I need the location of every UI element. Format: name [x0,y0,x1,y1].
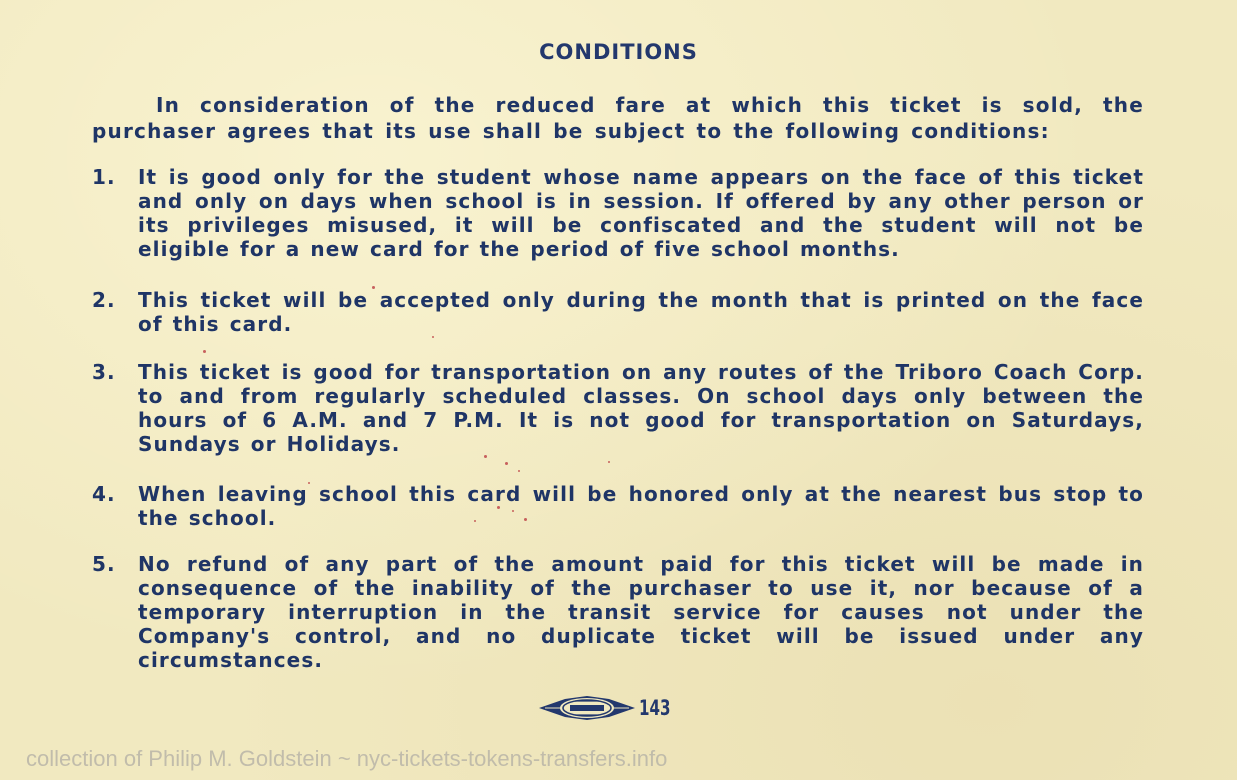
condition-text: This ticket will be accepted only during the month that is printed on the face of this card. [138,288,1144,336]
condition-item [92,552,1144,672]
conditions-title: CONDITIONS [539,40,698,64]
ink-speck [432,336,434,338]
ink-speck [203,350,206,353]
condition-text: When leaving school this card will be honored only at the nearest bus stop to the school. [138,482,1144,530]
condition-text: No refund of any part of the amount paid for this ticket will be made in consequence of the inability of the purchaser to use it, nor because of a temporary interruption in the transit service for causes not under the Company's control, and no duplicate ticket will be issued under any circumstances. [138,552,1144,672]
intro-paragraph: In consideration of the reduced fare at which this ticket is sold, the purchaser agrees that its use shall be subject to the following conditions: [92,93,1144,143]
condition-number: 1. [92,165,116,189]
condition-text: This ticket is good for transportation on any routes of the Triboro Coach Corp. to and from regularly scheduled classes. On school days only between the hours of 6 A.M. and 7 P.M. It is not good for transportation on Saturdays, Sundays or Holidays. [138,360,1144,456]
ink-speck [608,461,610,463]
condition-item [92,360,1144,456]
condition-item [92,288,1144,336]
condition-text: It is good only for the student whose name appears on the face of this ticket and only on days when school is in session. If offered by any other person or its privileges misused, it will be confiscated and the student will not be eligible for a new card for the period of five school months. [138,165,1144,261]
union-label-number: 143 [639,696,671,720]
union-label [537,690,678,726]
ink-speck [518,470,520,472]
condition-number: 3. [92,360,116,384]
condition-item [92,482,1144,530]
ink-speck [505,462,508,465]
collection-watermark: collection of Philip M. Goldstein ~ nyc-tickets-tokens-transfers.info [26,746,668,771]
condition-number: 5. [92,552,116,576]
condition-number: 4. [92,482,116,506]
union-label-icon [537,690,637,726]
condition-item [92,165,1144,261]
condition-number: 2. [92,288,116,312]
